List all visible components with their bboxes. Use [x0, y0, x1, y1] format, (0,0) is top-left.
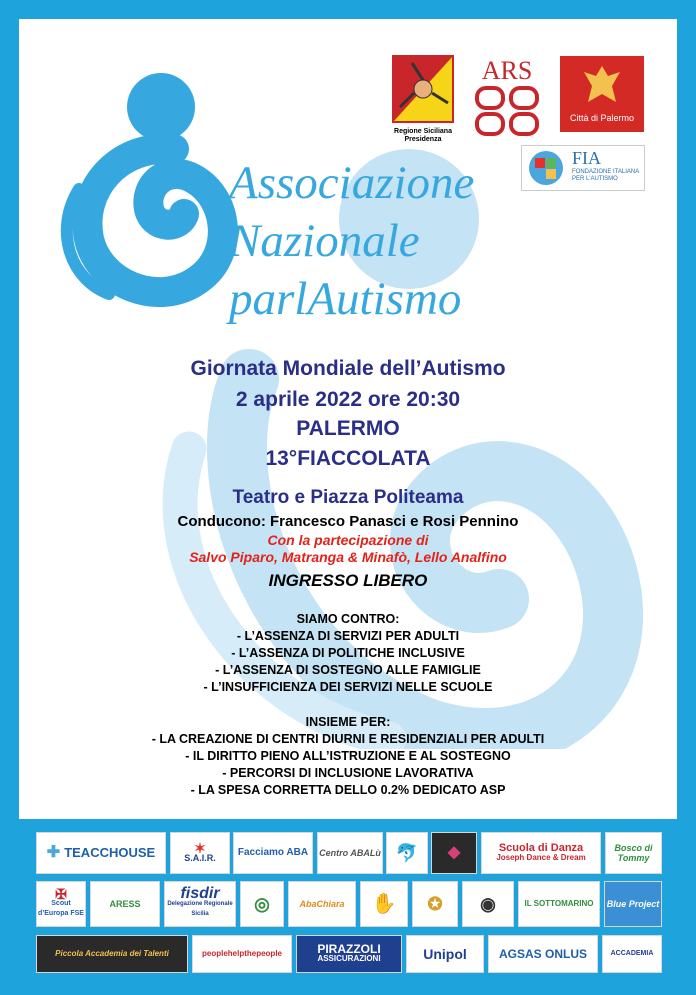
- fia-subtitle: FONDAZIONE ITALIANA PER L'AUTISMO: [572, 169, 639, 182]
- event-guests: Salvo Piparo, Matranga & Minafò, Lello Analfino: [189, 549, 507, 565]
- against-item: - L’ASSENZA DI SOSTEGNO ALLE FAMIGLIE: [215, 663, 481, 677]
- scuola-danza-logo: Scuola di Danza Joseph Dance & Dream: [481, 832, 601, 874]
- accademia-logo: ACCADEMIA: [602, 935, 662, 973]
- together-item: - IL DIRITTO PIENO ALL’ISTRUZIONE E AL SOSTEGNO: [185, 749, 511, 763]
- centro-abalu-logo: Centro ABALù: [317, 832, 383, 874]
- fia-text: FIA: [572, 148, 602, 168]
- teacchouse-logo: ✚ TEACCHOUSE: [36, 832, 166, 874]
- regione-line-1: Regione Siciliana: [394, 128, 452, 135]
- ars-ornament-icon: [474, 85, 540, 137]
- sair-logo: ✶ S.A.I.R.: [170, 832, 230, 874]
- parlautismo-logo: [49, 69, 249, 309]
- fisdir-logo: fisdir Delegazione Regionale Sicilia: [164, 881, 236, 927]
- ars-text: ARS: [481, 56, 533, 85]
- event-venue: Teatro e Piazza Politeama: [232, 487, 464, 508]
- dolphin-logo: [386, 832, 428, 874]
- title-line-2: Nazionale: [229, 215, 420, 267]
- event-guests-intro: Con la partecipazione di: [267, 532, 429, 548]
- figure-icon: ◉: [480, 894, 496, 914]
- blue-project-logo: Blue Project: [604, 881, 662, 927]
- sottomarino-logo: IL SOTTOMARINO: [518, 881, 600, 927]
- emblem-icon: ✪: [427, 894, 443, 914]
- pirazzoli-logo: PIRAZZOLI ASSICURAZIONI: [296, 935, 402, 973]
- dolphin-icon: 🐬: [395, 843, 419, 863]
- leaf-icon: ◎: [254, 894, 270, 914]
- footer-sponsors: [36, 827, 666, 983]
- title-line-1: Associazione: [229, 157, 475, 209]
- title-line-3: parlAutismo: [229, 273, 462, 325]
- regione-line-2: Presidenza: [404, 136, 442, 143]
- poster: [19, 19, 677, 819]
- against-section: [19, 611, 677, 696]
- puzzle-world-icon: [525, 148, 567, 188]
- against-item: - L’ASSENZA DI SERVIZI PER ADULTI: [236, 629, 460, 643]
- bosco-tommy-logo: Bosco di Tommy: [605, 832, 662, 874]
- together-section: [19, 714, 677, 799]
- event-city: PALERMO: [296, 417, 400, 440]
- together-item: - PERCORSI DI INCLUSIONE LAVORATIVA: [222, 766, 474, 780]
- badge-icon: ◆: [447, 844, 461, 861]
- puzzle-icon: ✚: [46, 844, 61, 861]
- facciamo-aba-logo: Facciamo ABA: [233, 832, 313, 874]
- trinacria-icon: [392, 55, 454, 123]
- event-date: 2 aprile 2022 ore 20:30: [235, 388, 461, 411]
- regione-siciliana-logo: [388, 55, 458, 145]
- circle-logo: [462, 881, 514, 927]
- emblem-logo: [412, 881, 458, 927]
- hand-logo: [360, 881, 408, 927]
- ars-logo: [471, 57, 543, 142]
- together-item: - LA CREAZIONE DI CENTRI DIURNI E RESIDENZIALI PER ADULTI: [151, 732, 545, 746]
- against-heading: SIAMO CONTRO:: [296, 612, 400, 626]
- dark-badge-logo: [431, 832, 477, 874]
- event-fiaccolata: 13°FIACCOLATA: [265, 447, 431, 470]
- together-heading: INSIEME PER:: [305, 715, 391, 729]
- against-item: - L’INSUFFICIENZA DEI SERVIZI NELLE SCUOLE: [203, 680, 493, 694]
- aress-logo: ARESS: [90, 881, 160, 927]
- event-hosts: Conducono: Francesco Panasci e Rosi Pennino: [177, 513, 519, 530]
- eagle-icon: [582, 62, 622, 108]
- citta-di-palermo-logo: [560, 56, 644, 132]
- cross-icon: ✠: [55, 886, 67, 902]
- agsas-logo: AGSAS ONLUS: [488, 935, 598, 973]
- citta-label: Città di Palermo: [569, 113, 635, 123]
- scout-logo: ✠ Scout d’Europa FSE: [36, 881, 86, 927]
- hand-icon: ✋: [371, 893, 397, 915]
- association-title: [229, 154, 474, 328]
- against-item: - L’ASSENZA DI POLITICHE INCLUSIVE: [231, 646, 465, 660]
- abachiara-logo: AbaChiara: [288, 881, 356, 927]
- unipol-logo: Unipol: [406, 935, 484, 973]
- round-green-logo: [240, 881, 284, 927]
- sair-icon: ✶: [194, 840, 206, 856]
- piccola-accademia-logo: Piccola Accademia dei Talenti: [36, 935, 188, 973]
- event-line-1: Giornata Mondiale dell’Autismo: [190, 357, 506, 380]
- event-entry: INGRESSO LIBERO: [268, 571, 428, 590]
- peoplehelp-logo: peoplehelpthepeople: [192, 935, 292, 973]
- together-item: - LA SPESA CORRETTA DELLO 0.2% DEDICATO ASP: [190, 783, 506, 797]
- fia-logo: [521, 145, 645, 191]
